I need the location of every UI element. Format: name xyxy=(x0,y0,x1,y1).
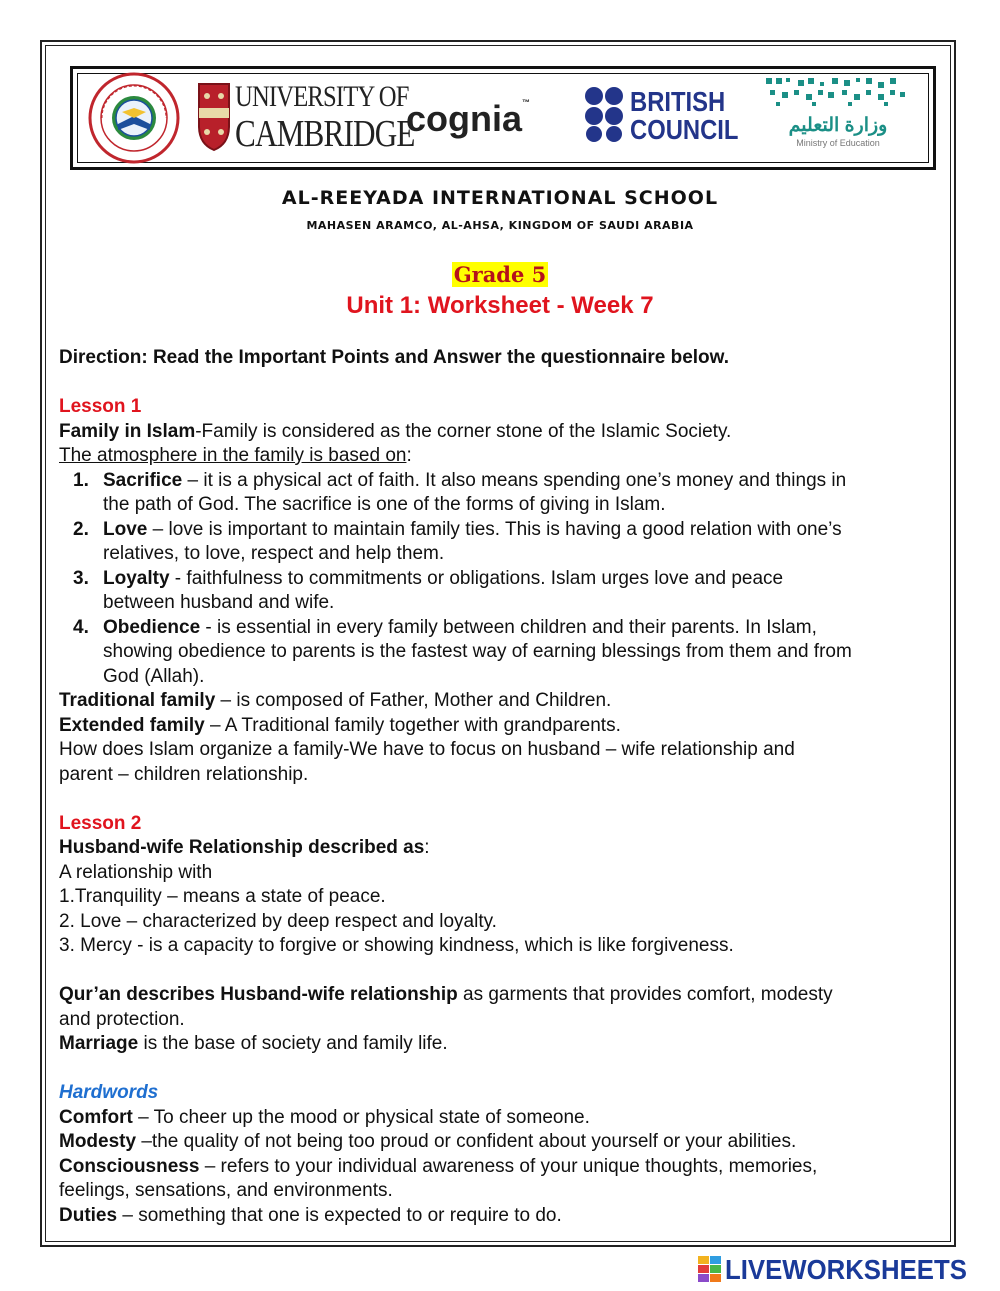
quran-line1 xyxy=(59,983,949,1008)
list-number: 3. xyxy=(73,567,89,589)
lesson1-title: Lesson 1 xyxy=(59,396,142,417)
cambridge-shield-icon xyxy=(197,82,231,152)
traditional-definition: – is composed of Father, Mother and Children. xyxy=(215,690,612,711)
organize-line2: parent – children relationship. xyxy=(59,763,309,785)
quran-line2: and protection. xyxy=(59,1008,185,1030)
consciousness-definition: – refers to your individual awareness of your unique thoughts, memories, xyxy=(199,1155,818,1177)
relationship-heading xyxy=(59,836,949,861)
cambridge-line2: CAMBRIDGE xyxy=(235,113,415,155)
list-line3: God (Allah). xyxy=(103,665,205,687)
modesty-term: Modesty xyxy=(59,1131,137,1152)
comfort-line xyxy=(59,1106,949,1131)
liveworksheets-blocks-icon[interactable] xyxy=(697,1254,723,1284)
list-item xyxy=(59,469,949,518)
relationship-point: 2. Love – characterized by deep respect and loyalty. xyxy=(59,910,497,932)
atmosphere-list xyxy=(59,469,949,690)
extended-term: Extended family xyxy=(59,714,205,736)
organize-line1: How does Islam organize a family-We have to focus on husband – wife relationship and xyxy=(59,739,795,760)
duties-definition: – something that one is expected to or require to do. xyxy=(117,1204,562,1226)
relationship-term: Husband-wife Relationship described as xyxy=(59,837,425,858)
marriage-definition: is the base of society and family life. xyxy=(138,1033,448,1054)
comfort-definition: – To cheer up the mood or physical state of someone. xyxy=(132,1106,590,1128)
duties-line xyxy=(59,1204,949,1229)
duties-term: Duties xyxy=(59,1204,118,1226)
relationship-point: 1.Tranquility – means a state of peace. xyxy=(59,886,386,907)
list-term: Loyalty xyxy=(103,567,170,589)
school-seal-logo xyxy=(82,72,186,164)
list-term: Love xyxy=(103,518,148,540)
atmosphere-colon: : xyxy=(406,445,412,466)
cambridge-logo xyxy=(197,80,415,155)
ministry-pixel-pattern-icon xyxy=(762,74,912,110)
british-line1: BRITISH xyxy=(630,86,726,117)
list-line2: showing obedience to parents is the fastest way of earning blessings from them and from xyxy=(103,641,852,662)
relationship-point: 3. Mercy - is a capacity to forgive or showing kindness, which is like forgiveness. xyxy=(59,935,734,956)
marriage-line xyxy=(59,1032,949,1057)
family-term: Family in Islam xyxy=(59,420,196,442)
quran-definition: as garments that provides comfort, modesty xyxy=(457,984,833,1005)
list-number: 2. xyxy=(73,518,89,540)
modesty-definition: –the quality of not being too proud or confident about yourself or your abilities. xyxy=(136,1131,797,1152)
cognia-tm: ™ xyxy=(522,98,531,107)
liveworksheets-brand[interactable]: LIVEWORKSHEETS xyxy=(725,1254,967,1285)
extended-family-line xyxy=(59,714,949,739)
list-line1: - faithfulness to commitments or obligations. Islam urges love and peace xyxy=(169,567,784,589)
list-term: Sacrifice xyxy=(103,469,183,491)
consciousness-line2: feelings, sensations, and environments. xyxy=(59,1180,393,1201)
direction-text: Direction: Read the Important Points and Answer the questionnaire below. xyxy=(59,347,730,368)
list-line1: - is essential in every family between children and their parents. In Islam, xyxy=(200,616,817,638)
british-council-dots-icon xyxy=(584,86,626,144)
consciousness-line1 xyxy=(59,1155,949,1180)
traditional-family-line xyxy=(59,689,949,714)
atmosphere-label: The atmosphere in the family is based on xyxy=(59,445,407,466)
list-line2: the path of God. The sacrifice is one of the forms of giving in Islam. xyxy=(103,494,666,515)
list-line2: between husband and wife. xyxy=(103,592,335,613)
list-number: 4. xyxy=(73,616,89,638)
traditional-term: Traditional family xyxy=(59,690,216,711)
ministry-arabic-name: وزارة التعليم xyxy=(788,115,888,136)
cognia-logo xyxy=(406,98,530,140)
ministry-education-logo xyxy=(762,74,912,154)
list-item xyxy=(59,518,949,567)
lesson2-title: Lesson 2 xyxy=(59,812,142,834)
worksheet-content xyxy=(59,346,949,1228)
marriage-term: Marriage xyxy=(59,1033,139,1054)
school-address: MAHASEN ARAMCO, AL-AHSA, KINGDOM OF SAUDI ARABIA xyxy=(306,219,694,232)
hardwords-title: Hardwords xyxy=(59,1082,159,1103)
unit-title: Unit 1: Worksheet - Week 7 xyxy=(346,292,654,319)
extended-definition: – A Traditional family together with grandparents. xyxy=(204,714,621,736)
list-number: 1. xyxy=(73,469,89,491)
family-in-islam-line xyxy=(59,420,949,445)
family-definition: -Family is considered as the corner stone of the Islamic Society. xyxy=(195,420,732,442)
relationship-colon: : xyxy=(424,837,430,858)
grade-label: Grade 5 xyxy=(453,262,547,287)
ministry-english-name: Ministry of Education xyxy=(796,138,880,148)
list-line2: relatives, to love, respect and help them. xyxy=(103,543,445,564)
list-item xyxy=(59,567,949,616)
modesty-line xyxy=(59,1130,949,1155)
cognia-text: cognia xyxy=(406,98,523,139)
grade-heading xyxy=(0,262,1000,287)
list-line1: – love is important to maintain family ties. This is having a good relation with one’s xyxy=(147,518,842,540)
consciousness-term: Consciousness xyxy=(59,1155,200,1177)
comfort-term: Comfort xyxy=(59,1106,133,1128)
list-line1: – it is a physical act of faith. It also means spending one’s money and things in xyxy=(182,469,847,491)
british-council-logo xyxy=(584,86,739,148)
quran-term: Qur’an describes Husband-wife relationship xyxy=(59,984,458,1005)
list-item xyxy=(59,616,949,690)
atmosphere-line xyxy=(59,444,949,469)
school-name: AL-REEYADA INTERNATIONAL SCHOOL xyxy=(281,187,719,209)
relationship-intro: A relationship with xyxy=(59,861,213,883)
list-term: Obedience xyxy=(103,616,201,638)
british-line2: COUNCIL xyxy=(630,114,739,145)
cambridge-line1: UNIVERSITY OF xyxy=(235,80,409,113)
